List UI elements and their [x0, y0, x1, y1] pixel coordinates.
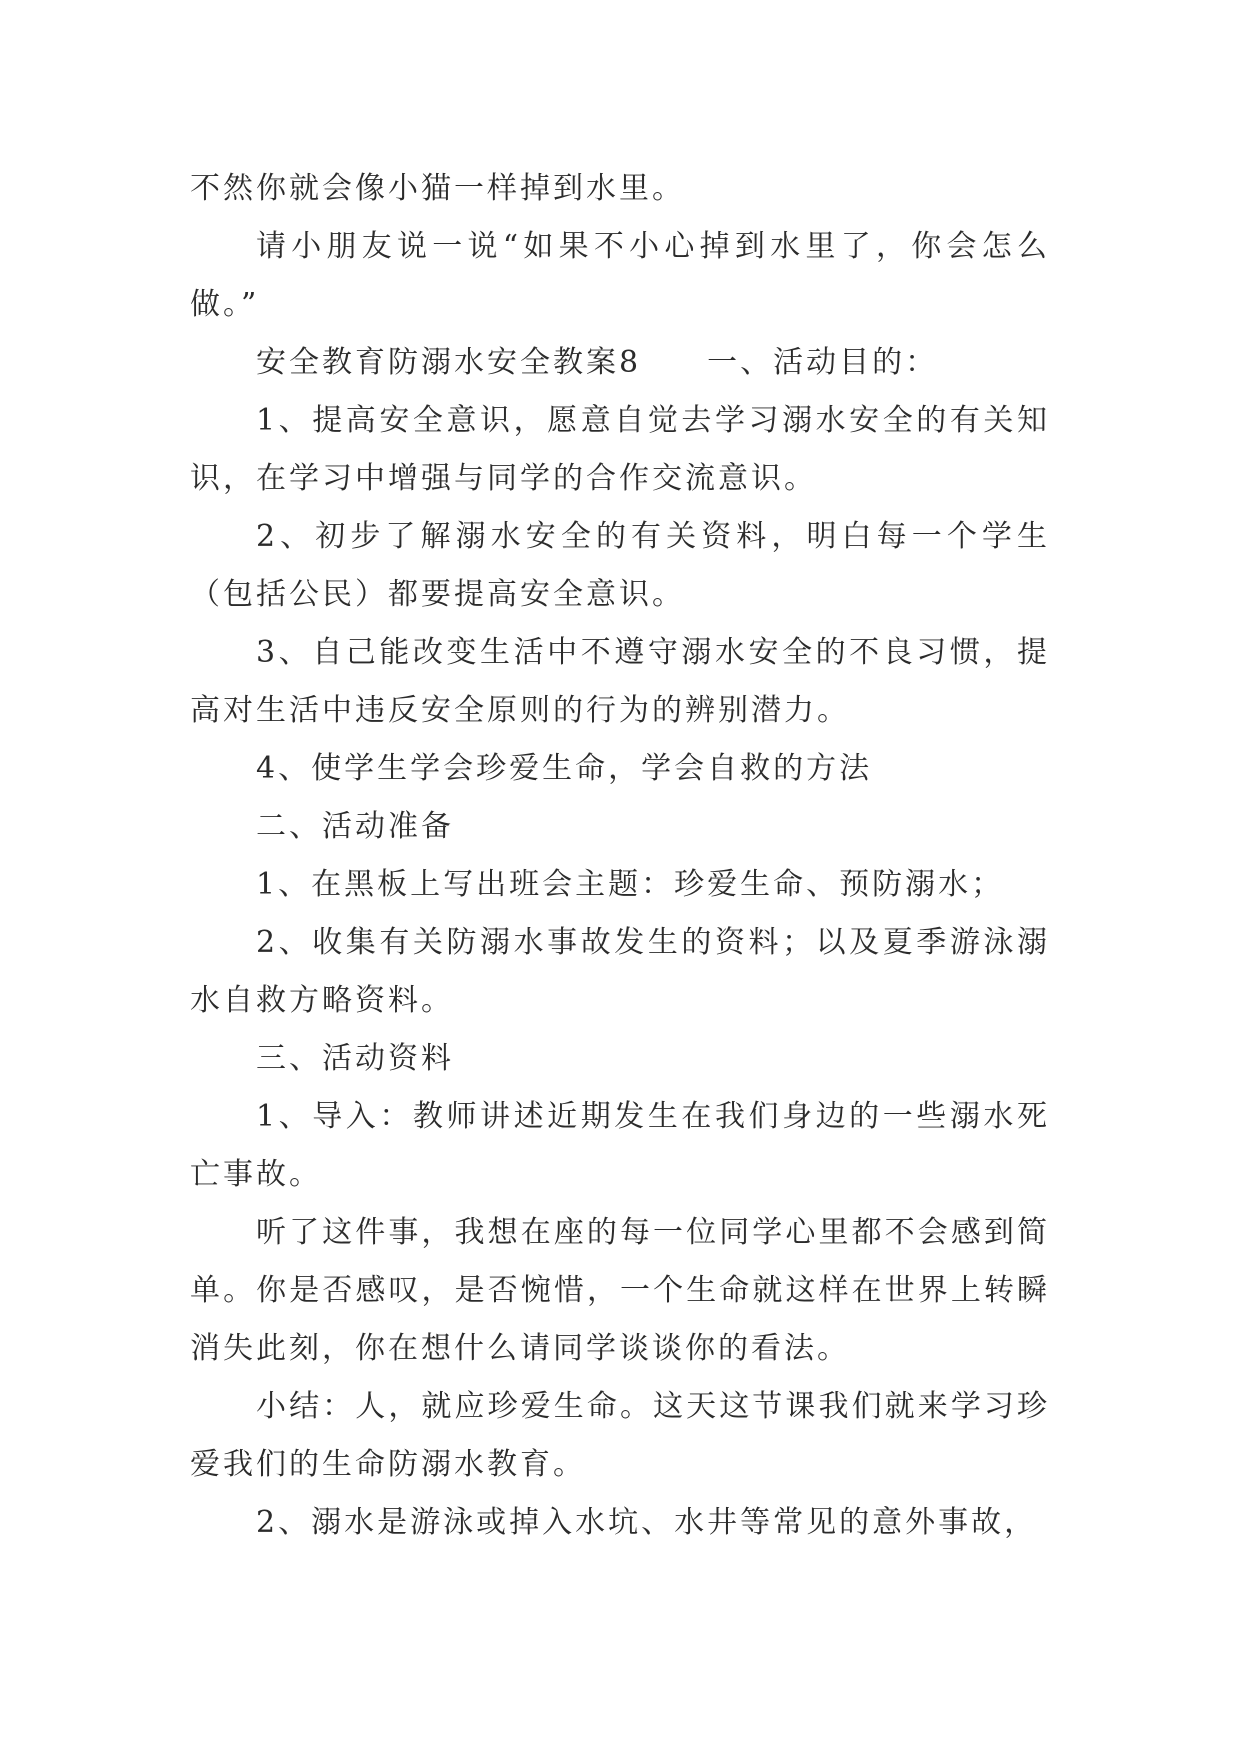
document-body	[190, 160, 1050, 1552]
paragraph: 听了这件事，我想在座的每一位同学心里都不会感到简单。你是否感叹，是否惋惜，一个生命就这样在世界上转瞬消失此刻，你在想什么请同学谈谈你的看法。	[190, 1215, 1050, 1366]
list-item: 2、收集有关防溺水事故发生的资料；以及夏季游泳溺水自救方略资料。	[190, 925, 1050, 1018]
list-item: 1、导入：教师讲述近期发生在我们身边的一些溺水死亡事故。	[190, 1099, 1050, 1192]
list-item: 1、在黑板上写出班会主题：珍爱生命、预防溺水；	[256, 867, 1005, 902]
paragraph: 请小朋友说一说“如果不小心掉到水里了，你会怎么做。”	[190, 229, 1050, 322]
list-item: 2、初步了解溺水安全的有关资料，明白每一个学生（包括公民）都要提高安全意识。	[190, 519, 1050, 612]
section-heading: 三、活动资料	[256, 1041, 454, 1076]
section-heading: 二、活动准备	[256, 809, 454, 844]
paragraph: 小结：人，就应珍爱生命。这天这节课我们就来学习珍爱我们的生命防溺水教育。	[190, 1389, 1050, 1482]
paragraph: 不然你就会像小猫一样掉到水里。	[190, 171, 685, 206]
list-item: 2、溺水是游泳或掉入水坑、水井等常见的意外事故，	[256, 1505, 1038, 1540]
list-item: 3、自己能改变生活中不遵守溺水安全的不良习惯，提高对生活中违反安全原则的行为的辨别潜力。	[190, 635, 1050, 728]
list-item: 4、使学生学会珍爱生命，学会自救的方法	[256, 751, 873, 786]
list-item: 1、提高安全意识，愿意自觉去学习溺水安全的有关知识，在学习中增强与同学的合作交流意识。	[190, 403, 1050, 496]
section-heading-paragraph: 安全教育防溺水安全教案8 一、活动目的：	[256, 345, 939, 380]
